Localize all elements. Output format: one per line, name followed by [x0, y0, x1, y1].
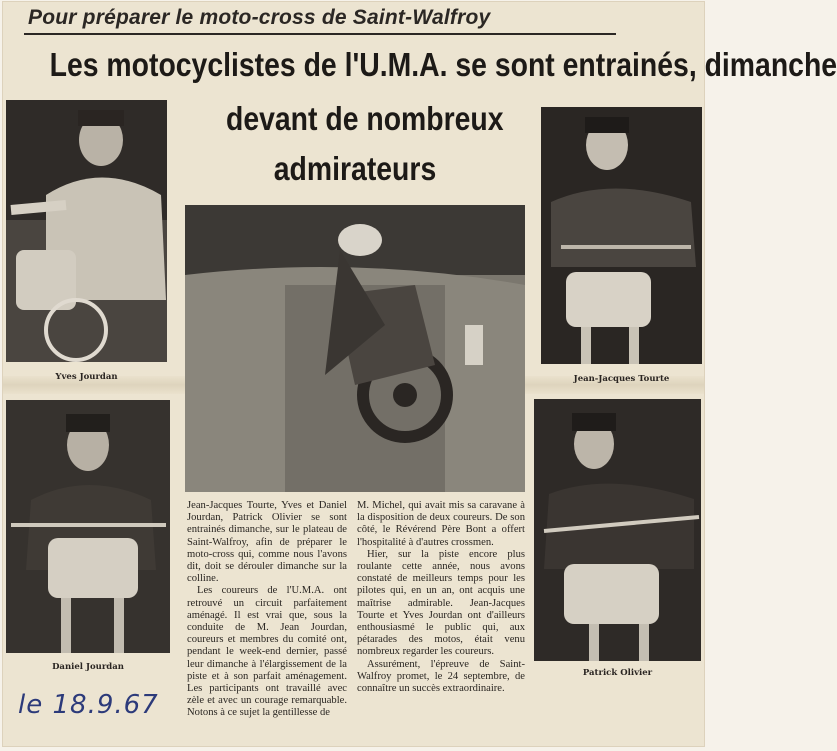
- photo-motocross-action: [185, 205, 525, 492]
- headline-line-3: admirateurs: [273, 150, 437, 187]
- handwritten-date: le 18.9.67: [18, 690, 159, 720]
- photo-rider-bottom-left: [6, 400, 170, 653]
- photo-rider-top-right: [541, 107, 702, 364]
- column-2-paragraph-1: M. Michel, qui avait mis sa caravane à la disposition de deux coureurs. De son côté, le Révérend Père Bont a offert l'hospitalité à d'autres crossmen.: [357, 500, 525, 548]
- column-1-paragraph-1: Jean-Jacques Tourte, Yves et Daniel Jourdan, Patrick Olivier se sont entrainés dimanche, sur le plateau de Saint-Walfroy, afin de préparer le moto-cross qui, comme nous l'avons dit, doit se dérouler dimanche sur la colline.: [187, 500, 347, 585]
- article-kicker: Pour préparer le moto-cross de Saint-Walfroy: [28, 6, 491, 29]
- headline-line-2: devant de nombreux: [226, 100, 504, 137]
- photo-rider-bottom-right: [534, 399, 701, 661]
- column-2-paragraph-3: Assurément, l'épreuve de Saint-Walfroy promet, le 24 septembre, de connaître un succès extraordinaire.: [357, 658, 525, 695]
- caption-bottom-left: Daniel Jourdan: [52, 662, 124, 672]
- kicker-underline: [24, 33, 616, 35]
- article-column-1: [187, 500, 347, 720]
- caption-top-left: Yves Jourdan: [55, 372, 118, 382]
- column-1-paragraph-2: Les coureurs de l'U.M.A. ont retrouvé un circuit parfaitement aménagé. Il est vrai que, sous la conduite de M. Jean Jourdan, coureurs et membres du comité ont, pendant le week-end dernier, passé leur dimanche à l'élargissement de la piste et à son parfait aménagement. Les participants ont travaillé avec zèle et avec un courage remarquable. Notons à ce sujet la gentillesse de: [187, 585, 347, 719]
- column-2-paragraph-2: Hier, sur la piste encore plus roulante cette année, nous avons constaté de meilleurs temps pour les pilotes qui, en un an, ont acquis une maîtrise admirable. Jean-Jacques Tourte et Yves Jourdan ont d'ailleurs enthousiasmé le public qui, aux pétarades des motos, était venu nombreux regarder les coureurs.: [357, 548, 525, 658]
- photo-rider-top-left: [6, 100, 167, 362]
- caption-top-right: Jean-Jacques Tourte: [573, 374, 670, 384]
- caption-bottom-right: Patrick Olivier: [582, 668, 653, 678]
- headline-line-1: Les motocyclistes de l'U.M.A. se sont entrainés, dimanche: [49, 46, 837, 83]
- article-column-2: [357, 500, 525, 695]
